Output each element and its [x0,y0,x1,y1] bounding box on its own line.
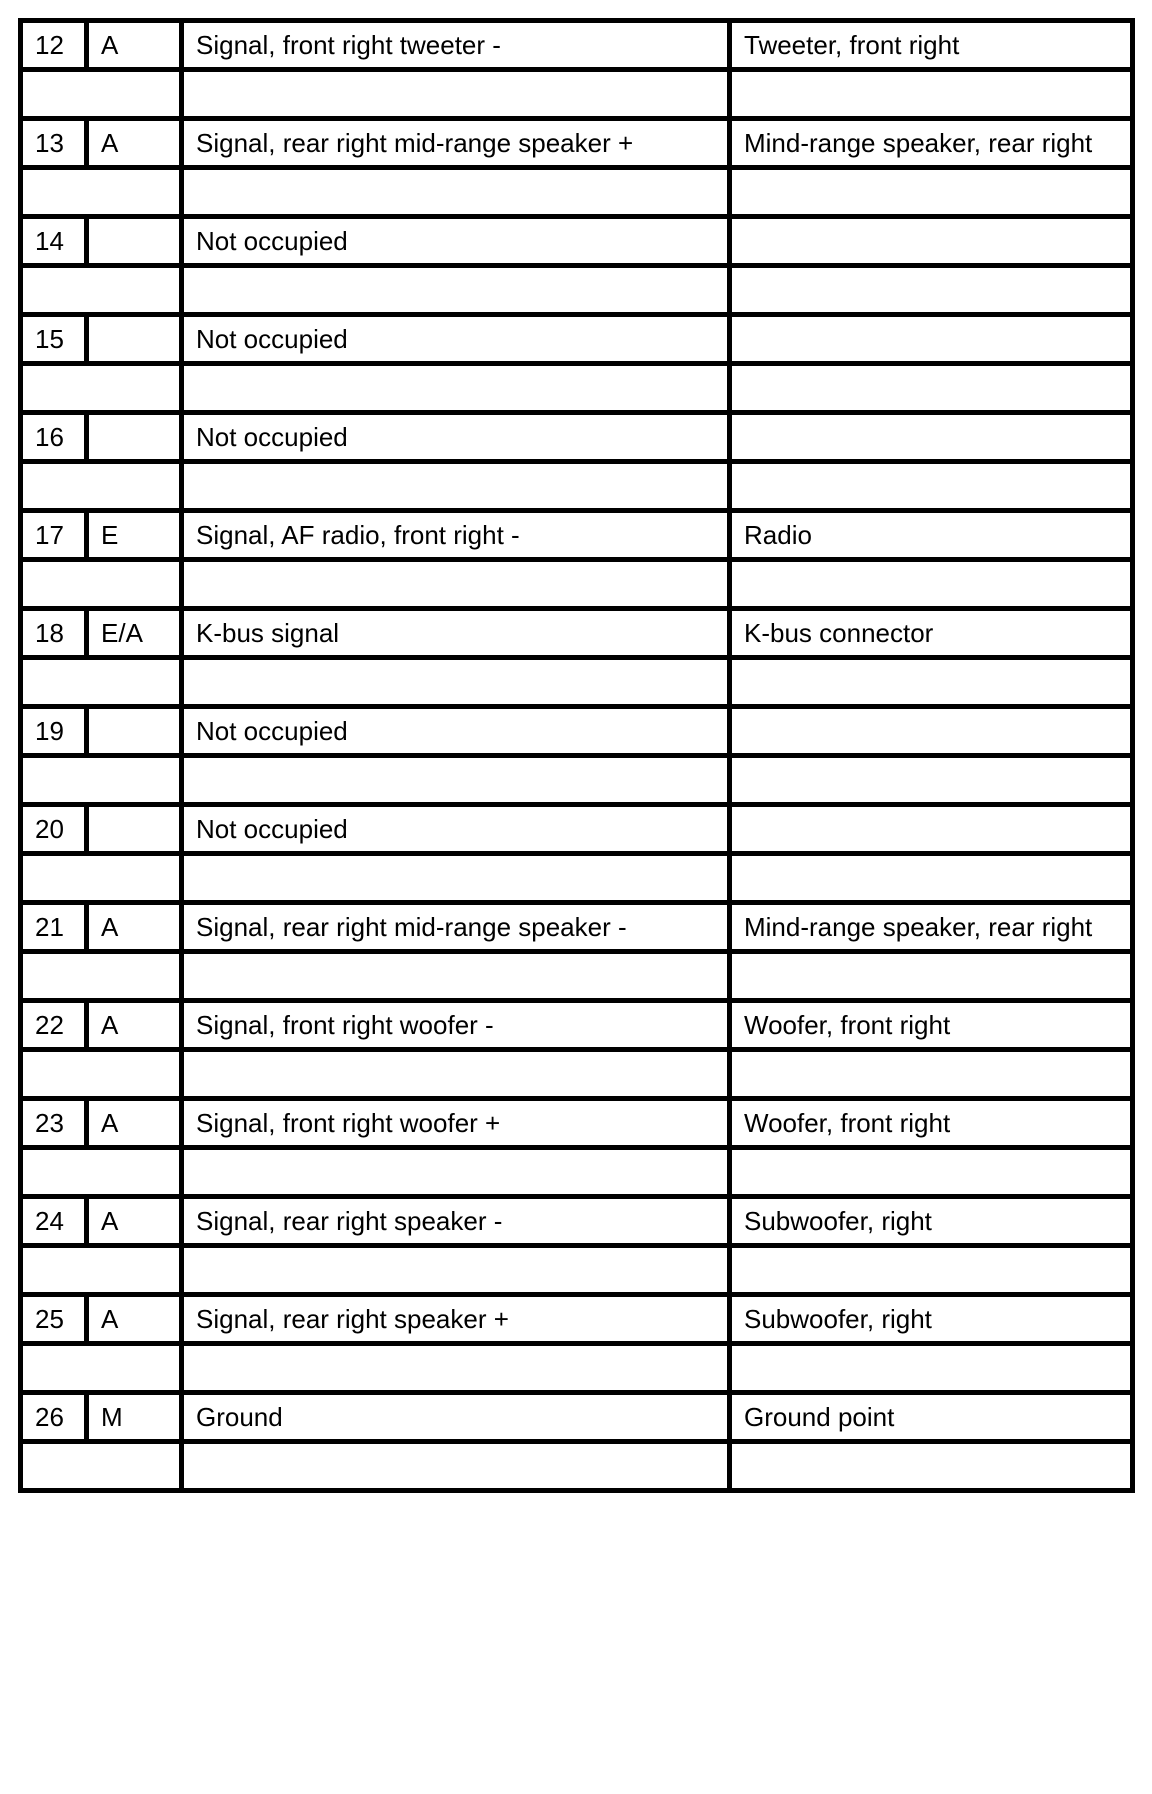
spacer-row [21,560,1133,609]
signal-type-cell [87,217,182,266]
empty-cell [730,952,1133,1001]
empty-cell [87,756,182,805]
spacer-row [21,70,1133,119]
signal-description-cell: Signal, AF radio, front right - [182,511,730,560]
component-cell: Subwoofer, right [730,1197,1133,1246]
component-cell [730,707,1133,756]
pin-row [21,1099,1133,1148]
pin-row [21,413,1133,462]
empty-cell [87,1344,182,1393]
component-cell: K-bus connector [730,609,1133,658]
empty-cell [730,1148,1133,1197]
pin-number-cell: 12 [21,21,87,70]
empty-cell [87,1442,182,1491]
pin-row [21,217,1133,266]
pin-number-cell: 17 [21,511,87,560]
spacer-row [21,658,1133,707]
pin-number-cell: 24 [21,1197,87,1246]
component-cell: Radio [730,511,1133,560]
empty-cell [730,364,1133,413]
pin-number-cell: 18 [21,609,87,658]
signal-description-cell: K-bus signal [182,609,730,658]
pin-number-cell: 16 [21,413,87,462]
signal-description-cell: Signal, rear right mid-range speaker - [182,903,730,952]
component-cell: Subwoofer, right [730,1295,1133,1344]
empty-cell [182,756,730,805]
empty-cell [87,1246,182,1295]
pin-assignment-rows [21,21,1133,1491]
empty-cell [21,168,87,217]
spacer-row [21,1050,1133,1099]
pin-number-cell: 23 [21,1099,87,1148]
component-cell: Mind-range speaker, rear right [730,119,1133,168]
signal-description-cell: Not occupied [182,315,730,364]
pin-row [21,1001,1133,1050]
empty-cell [182,1442,730,1491]
pin-number-cell: 26 [21,1393,87,1442]
signal-type-cell: A [87,1001,182,1050]
signal-description-cell: Signal, rear right mid-range speaker + [182,119,730,168]
empty-cell [730,1442,1133,1491]
empty-cell [730,70,1133,119]
empty-cell [87,70,182,119]
empty-cell [87,168,182,217]
pin-number-cell: 15 [21,315,87,364]
signal-type-cell: A [87,1197,182,1246]
component-cell [730,315,1133,364]
empty-cell [730,1050,1133,1099]
signal-description-cell: Not occupied [182,413,730,462]
signal-type-cell: M [87,1393,182,1442]
empty-cell [182,854,730,903]
spacer-row [21,1148,1133,1197]
signal-description-cell: Signal, rear right speaker - [182,1197,730,1246]
component-cell: Mind-range speaker, rear right [730,903,1133,952]
empty-cell [21,1246,87,1295]
pin-row [21,707,1133,756]
empty-cell [730,560,1133,609]
signal-type-cell: A [87,1295,182,1344]
empty-cell [182,952,730,1001]
empty-cell [182,560,730,609]
pin-row [21,315,1133,364]
pin-number-cell: 19 [21,707,87,756]
empty-cell [730,1344,1133,1393]
empty-cell [87,952,182,1001]
empty-cell [21,560,87,609]
empty-cell [21,1148,87,1197]
pin-row [21,1295,1133,1344]
empty-cell [182,266,730,315]
signal-description-cell: Signal, front right woofer - [182,1001,730,1050]
pin-row [21,609,1133,658]
component-cell: Woofer, front right [730,1001,1133,1050]
empty-cell [87,1148,182,1197]
spacer-row [21,1442,1133,1491]
signal-description-cell: Signal, front right tweeter - [182,21,730,70]
pin-row [21,21,1133,70]
pin-row [21,511,1133,560]
signal-type-cell [87,707,182,756]
spacer-row [21,1246,1133,1295]
signal-description-cell: Not occupied [182,805,730,854]
empty-cell [21,1344,87,1393]
empty-cell [182,70,730,119]
pin-number-cell: 20 [21,805,87,854]
empty-cell [87,364,182,413]
empty-cell [182,658,730,707]
empty-cell [182,364,730,413]
empty-cell [182,462,730,511]
empty-cell [21,658,87,707]
pin-row [21,1197,1133,1246]
empty-cell [21,854,87,903]
pin-number-cell: 21 [21,903,87,952]
pin-number-cell: 14 [21,217,87,266]
empty-cell [182,1246,730,1295]
component-cell [730,413,1133,462]
empty-cell [21,756,87,805]
empty-cell [182,1050,730,1099]
spacer-row [21,462,1133,511]
spacer-row [21,952,1133,1001]
empty-cell [730,168,1133,217]
signal-type-cell [87,805,182,854]
empty-cell [182,168,730,217]
empty-cell [730,854,1133,903]
component-cell: Ground point [730,1393,1133,1442]
empty-cell [87,462,182,511]
empty-cell [21,70,87,119]
spacer-row [21,1344,1133,1393]
pin-row [21,119,1133,168]
empty-cell [182,1344,730,1393]
signal-type-cell [87,315,182,364]
signal-type-cell: E/A [87,609,182,658]
empty-cell [730,462,1133,511]
empty-cell [182,1148,730,1197]
empty-cell [21,364,87,413]
empty-cell [730,658,1133,707]
empty-cell [21,1442,87,1491]
signal-type-cell: A [87,119,182,168]
empty-cell [87,854,182,903]
signal-type-cell: A [87,21,182,70]
empty-cell [730,756,1133,805]
pin-number-cell: 13 [21,119,87,168]
spacer-row [21,168,1133,217]
empty-cell [21,1050,87,1099]
empty-cell [21,952,87,1001]
pin-number-cell: 22 [21,1001,87,1050]
pin-row [21,805,1133,854]
signal-description-cell: Signal, front right woofer + [182,1099,730,1148]
empty-cell [87,266,182,315]
empty-cell [87,658,182,707]
signal-description-cell: Signal, rear right speaker + [182,1295,730,1344]
pin-number-cell: 25 [21,1295,87,1344]
component-cell: Tweeter, front right [730,21,1133,70]
signal-description-cell: Not occupied [182,707,730,756]
signal-type-cell: E [87,511,182,560]
spacer-row [21,854,1133,903]
signal-description-cell: Ground [182,1393,730,1442]
empty-cell [21,266,87,315]
signal-type-cell: A [87,903,182,952]
signal-type-cell: A [87,1099,182,1148]
spacer-row [21,266,1133,315]
signal-type-cell [87,413,182,462]
signal-description-cell: Not occupied [182,217,730,266]
spacer-row [21,364,1133,413]
spacer-row [21,756,1133,805]
pin-row [21,903,1133,952]
component-cell [730,217,1133,266]
pin-assignment-table [18,18,1135,1493]
pin-row [21,1393,1133,1442]
empty-cell [87,1050,182,1099]
empty-cell [730,266,1133,315]
empty-cell [87,560,182,609]
component-cell: Woofer, front right [730,1099,1133,1148]
empty-cell [21,462,87,511]
empty-cell [730,1246,1133,1295]
component-cell [730,805,1133,854]
